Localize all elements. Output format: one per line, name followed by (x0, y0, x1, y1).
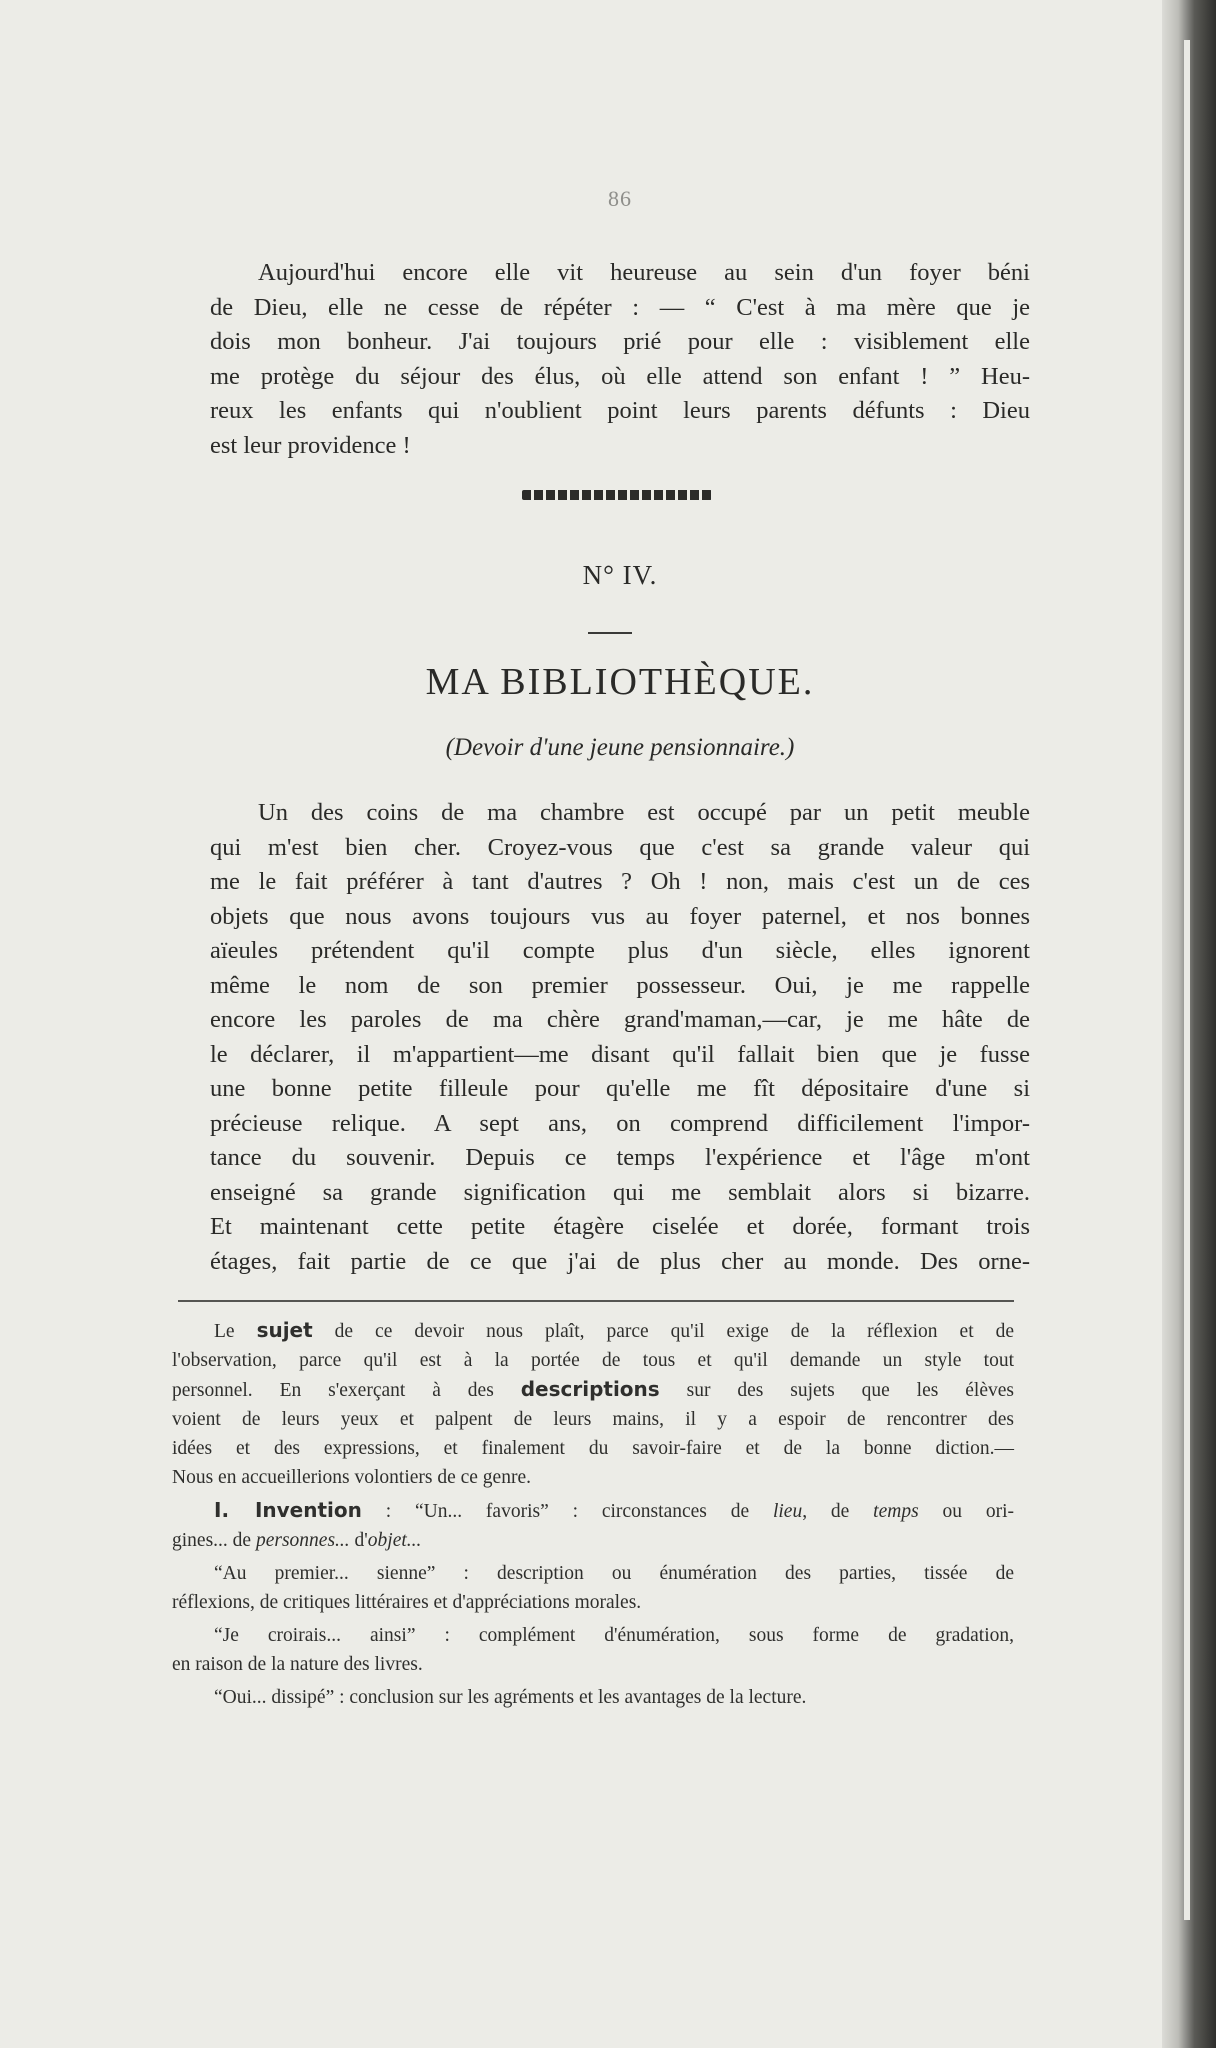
note-line (172, 1316, 1014, 1346)
text-line: précieuse relique. A sept ans, on comprend difficilement l'impor- (210, 1109, 1030, 1137)
note-line: réflexions, de critiques littéraires et d'appréciations morales. (172, 1592, 642, 1613)
text-line: de Dieu, elle ne cesse de répéter : — “ C'est à ma mère que je (210, 293, 1030, 321)
note-text: Le (214, 1321, 257, 1342)
note-item (172, 1683, 1014, 1712)
note-keyword: descriptions (520, 1377, 660, 1401)
note-item (172, 1621, 1014, 1679)
note-invention (172, 1496, 1014, 1555)
note-line: “Oui... dissipé” : conclusion sur les agréments et les avantages de la lecture. (214, 1687, 807, 1708)
text-line: objets que nous avons toujours vus au foyer paternel, et nos bonnes (210, 902, 1030, 930)
note-line: voient de leurs yeux et palpent de leurs mains, il y a espoir de rencontrer des (172, 1409, 1014, 1430)
note-emphasis: temps (873, 1501, 919, 1522)
note-line: “Je croirais... ainsi” : complément d'énumération, sous forme de gradation, (214, 1625, 1014, 1646)
note-text: : “Un... favoris” : circonstances de (361, 1501, 773, 1522)
note-text: sur des sujets que les élèves (659, 1380, 1014, 1401)
note-line (172, 1526, 1014, 1555)
body-paragraph (210, 796, 1030, 1279)
note-text: ou ori- (918, 1501, 1015, 1522)
page-number: 86 (608, 186, 632, 211)
note-heading: I. Invention (214, 1498, 362, 1522)
text-line: Aujourd'hui encore elle vit heureuse au sein d'un foyer béni (258, 259, 1030, 286)
text-line: Et maintenant cette petite étagère ciselée et dorée, formant trois (210, 1213, 1030, 1240)
note-line (172, 1496, 1014, 1526)
text-line: même le nom de son premier possesseur. Oui, je me rappelle (210, 971, 1030, 999)
closing-paragraph (210, 256, 1030, 463)
note-line: en raison de la nature des livres. (172, 1654, 423, 1675)
section-ornament (522, 490, 712, 500)
text-line: une bonne petite filleule pour qu'elle me fît dépositaire d'une si (210, 1075, 1030, 1102)
note-line (172, 1375, 1014, 1405)
note-text: de ce devoir nous plaît, parce qu'il exige de la réflexion et de (312, 1321, 1014, 1342)
note-text: , de (802, 1501, 874, 1522)
note-line: “Au premier... sienne” : description ou énumération des parties, tissée de (214, 1563, 1014, 1584)
text-line: qui m'est bien cher. Croyez-vous que c'est sa grande valeur qui (210, 833, 1030, 861)
text-line: est leur providence ! (210, 431, 411, 459)
text-line: me protège du séjour des élus, où elle attend son enfant ! ” Heu- (210, 362, 1030, 390)
chapter-subtitle: (Devoir d'une jeune pensionnaire.) (445, 734, 795, 761)
note-emphasis: personnes... (255, 1530, 350, 1551)
text-line: dois mon bonheur. J'ai toujours prié pour elle : visiblement elle (210, 328, 1030, 355)
text-line: étages, fait partie de ce que j'ai de plus cher au monde. Des orne- (210, 1247, 1030, 1275)
note-line: l'observation, parce qu'il est à la portée de tous et qu'il demande un style tout (172, 1350, 1014, 1371)
note-text: gines... de (172, 1530, 256, 1551)
footnote-divider (178, 1300, 1014, 1302)
section-number: N° IV. (582, 560, 658, 590)
text-line: reux les enfants qui n'oublient point leurs parents défunts : Dieu (210, 397, 1030, 424)
text-line: aïeules prétendent qu'il compte plus d'un siècle, elles ignorent (210, 937, 1030, 964)
page-edge-strip (1184, 40, 1190, 1920)
note-item (172, 1559, 1014, 1617)
text-line: tance du souvenir. Depuis ce temps l'expérience et l'âge m'ont (210, 1144, 1030, 1171)
chapter-title: MA BIBLIOTHÈQUE. (425, 661, 815, 703)
note-text: personnel. En s'exerçant à des (172, 1380, 521, 1401)
note-emphasis: objet... (367, 1530, 422, 1551)
footnotes (172, 1316, 1014, 1716)
note-line: idées et des expressions, et finalement du savoir-faire et de la bonne diction.— (172, 1438, 1014, 1459)
title-rule (588, 632, 632, 634)
text-line: enseigné sa grande signification qui me semblait alors si bizarre. (210, 1178, 1030, 1206)
note-keyword: sujet (256, 1318, 313, 1342)
note-line: Nous en accueillerions volontiers de ce genre. (172, 1467, 531, 1488)
note-text: d' (349, 1530, 368, 1551)
note-intro (172, 1316, 1014, 1492)
text-line: me le fait préférer à tant d'autres ? Oh ! non, mais c'est un de ces (210, 868, 1030, 895)
note-emphasis: lieu (772, 1501, 803, 1522)
text-line: Un des coins de ma chambre est occupé par un petit meuble (258, 799, 1030, 826)
text-line: encore les paroles de ma chère grand'maman,—car, je me hâte de (210, 1006, 1030, 1033)
text-line: le déclarer, il m'appartient—me disant qu'il fallait bien que je fusse (210, 1040, 1030, 1068)
